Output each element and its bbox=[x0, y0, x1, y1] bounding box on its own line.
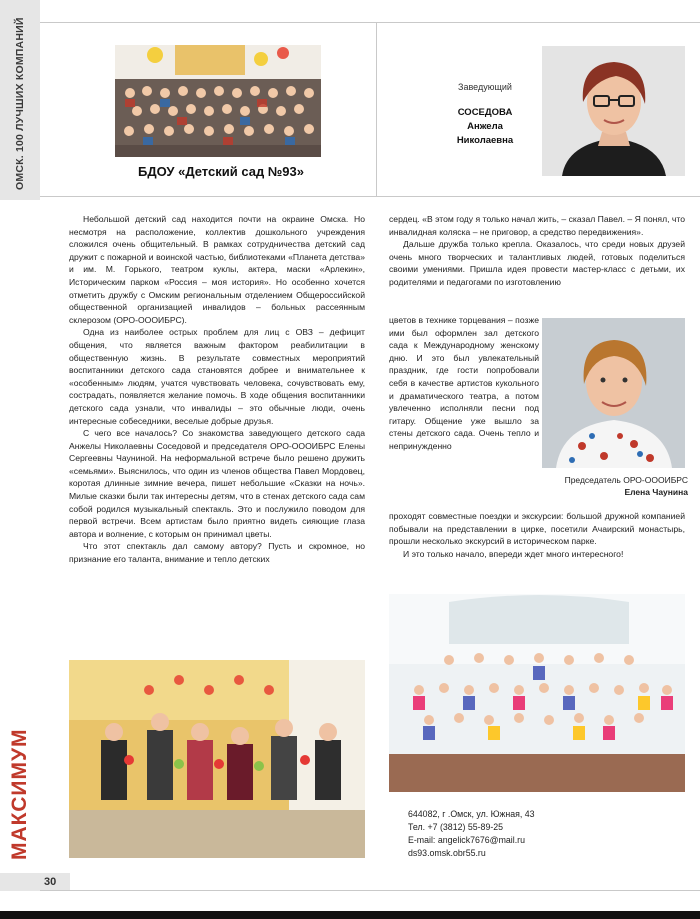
children-group-photo bbox=[389, 594, 685, 792]
performance-group-photo bbox=[69, 660, 365, 858]
article-paragraph: Небольшой детский сад находится почти на окраине Омска. Но несмотря на расположение, коллектив дошкольного учреждения сложился очень общительный. В рамках сотрудничества детский сад дружит с пожарной и воинской частью, библиотеками «Планета детства» и им. М. Горького, театром куклы, актера, маски «Арлекин», Историческим парком «Россия – моя история». Но особенно хочется отметить дружбу с Омским региональным отделением Общероссийской общественной организацией инвалидов – больных рассеянным склерозом (ОРО-ОООИБРС). bbox=[69, 214, 365, 325]
contact-phone: Тел. +7 (3812) 55-89-25 bbox=[408, 822, 504, 832]
article-column-right-top bbox=[389, 213, 685, 289]
sidebar bbox=[0, 0, 40, 919]
chairman-caption bbox=[542, 474, 688, 498]
page-number: 30 bbox=[0, 873, 70, 891]
article-paragraph: проходят совместные поездки и экскурсии: большой дружной компанией побывали на представлении в цирке, посетили Ачаирский монастырь, прошли несколько экскурсий в историческом парке. bbox=[389, 511, 685, 547]
article-paragraph: Дальше дружба только крепла. Оказалось, что среди новых друзей очень много творческих и талантливых людей, готовых поделиться своими умениями. Пришла идея провести мастер-класс с детьми, их родителями и педагогами по изготовлению bbox=[389, 239, 685, 287]
kindergarten-group-photo bbox=[115, 45, 321, 157]
chairman-name: Елена Чаунина bbox=[624, 487, 688, 497]
article-paragraph: С чего все началось? Со знакомства заведующего детского сада Анжелы Николаевны Соседовой и председателя ОРО-ОООИБРС Елены Сергеевны Чауниной. На неформальной встрече было решено дружить «семьями». Выяснилось, что один из членов общества Павел Мордовец, коротая длинные зимние вечера, пишет небольшие «Сказки на ночь». Милые сказки были так интересны детям, что в стенах детского сада сам собой родился музыкальный спектакль. Это и послужило поводом для первой встречи. Всем артистам было приятно видеть сияющие глаза автора и волнение, с которым он принимал цветы. bbox=[69, 428, 365, 539]
brand-logo: МАКСИМУМ bbox=[8, 728, 31, 860]
director-name bbox=[440, 106, 530, 148]
section-label: ОМСК. 100 ЛУЧШИХ КОМПАНИЙ bbox=[14, 17, 26, 190]
divider-bottom bbox=[40, 890, 700, 891]
bottom-edge-bar bbox=[0, 911, 700, 919]
director-portrait-photo bbox=[542, 46, 685, 176]
article-column-right-bottom bbox=[389, 510, 685, 560]
organization-title: БДОУ «Детский сад №93» bbox=[138, 164, 304, 179]
contact-address: 644082, г .Омск, ул. Южная, 43 bbox=[408, 809, 535, 819]
chairman-role: Председатель ОРО-ОООИБРС bbox=[564, 475, 688, 485]
article-column-left bbox=[69, 213, 365, 566]
director-first-name: Анжела bbox=[467, 121, 503, 132]
director-surname: СОСЕДОВА bbox=[457, 107, 513, 118]
director-patronymic: Николаевна bbox=[456, 135, 514, 146]
director-role: Заведующий bbox=[458, 82, 512, 92]
article-paragraph: Что этот спектакль дал самому автору? Пусть и скромное, но признание его таланта, внимание и тепло детских bbox=[69, 541, 365, 565]
chairman-portrait-photo bbox=[542, 318, 685, 468]
article-paragraph: сердец. «В этом году я только начал жить, – сказал Павел. – Я понял, что инвалидная коляска – не приговор, а средство передвижения». bbox=[389, 214, 685, 237]
article-column-right-narrow bbox=[389, 314, 539, 453]
divider-top bbox=[40, 22, 700, 23]
contact-block bbox=[408, 808, 668, 860]
contact-email[interactable]: E-mail: angelick7676@mail.ru bbox=[408, 835, 525, 845]
article-paragraph: Одна из наиболее острых проблем для лиц с ОВЗ – дефицит общения, что является важным фактором реабилитации в общественную жизнь. В результате совместных мероприятий воспитанники детского сада становятся добрее и внимательнее к «особенным» людям, учатся чувствовать человека, сочувствовать ему, сострадать, появляется желание помочь. В ходе общения воспитанники детского сада узнали, что инвалиды – это обычные люди, очень интересные собеседники, веселые добрые друзья. bbox=[69, 327, 365, 426]
divider-header-vertical bbox=[376, 22, 377, 196]
article-paragraph: цветов в технике торцевания – позже ими был оформлен зал детского сада к Международному женскому дню. И это был увлекательный праздник, где гости попробовали себя в качестве артистов кукольного и драматического театра, а потом увлеченно исполняли песни под гитару. Общение уже вышло за стены детского сада. Очень тепло и непринужденно bbox=[389, 315, 539, 451]
contact-website[interactable]: ds93.omsk.obr55.ru bbox=[408, 848, 486, 858]
article-paragraph: И это только начало, впереди ждет много интересного! bbox=[403, 548, 624, 559]
divider-header bbox=[40, 196, 700, 197]
